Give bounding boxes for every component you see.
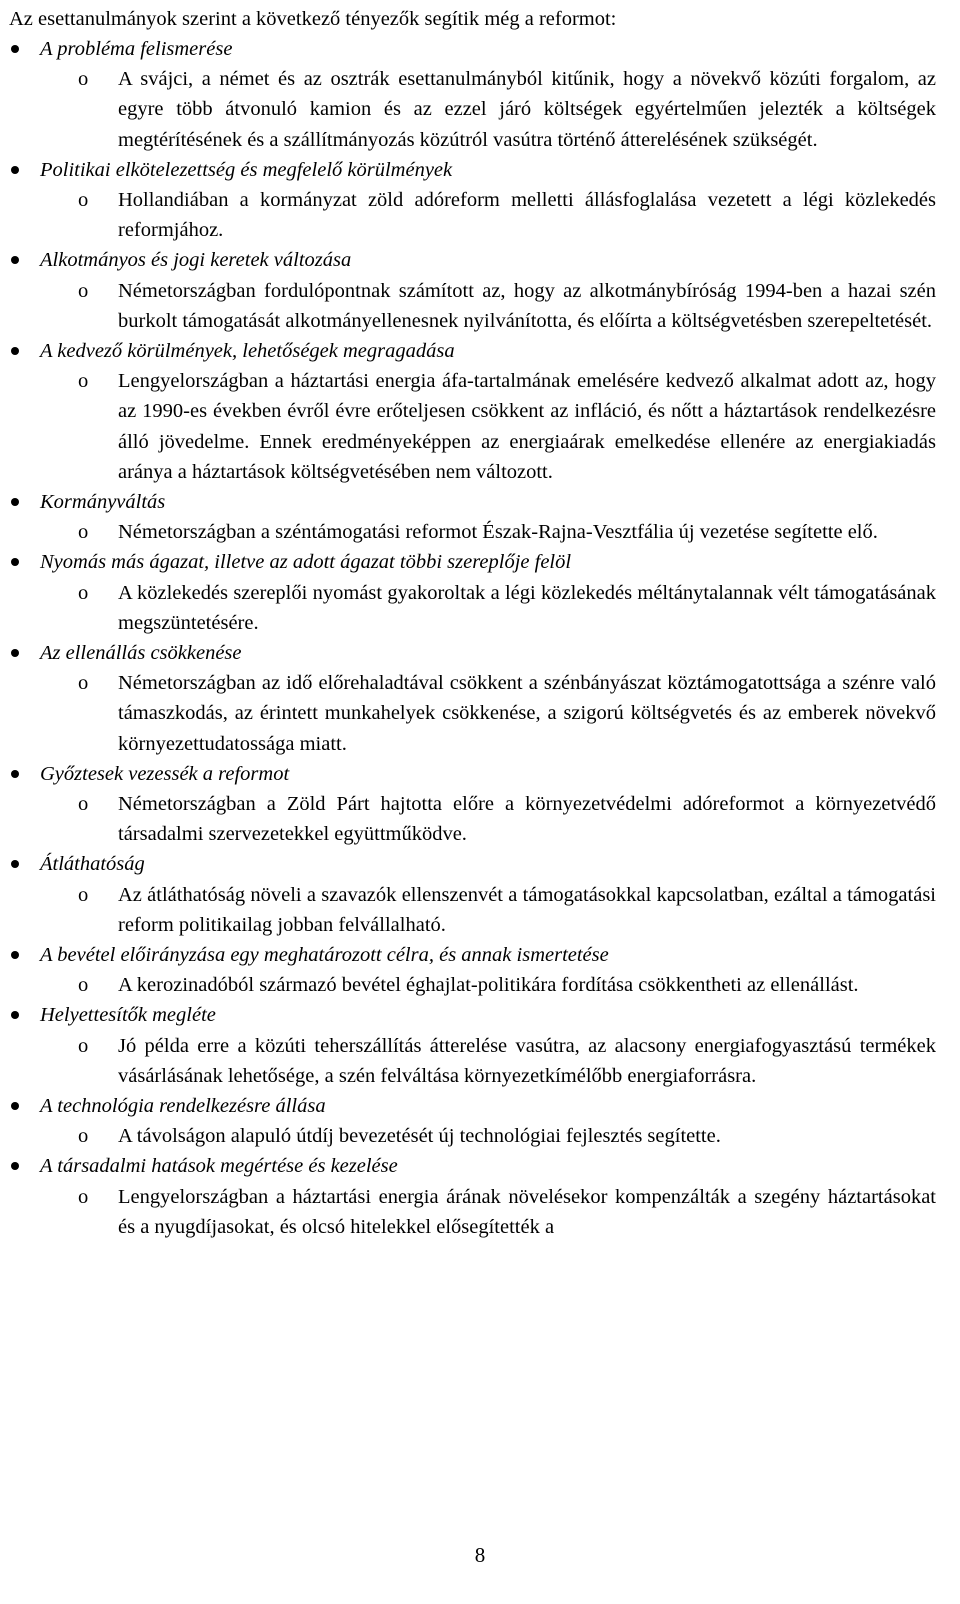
item-heading: A technológia rendelkezésre állása xyxy=(40,1094,326,1117)
sub-item xyxy=(0,1182,960,1242)
sub-item-text: Lengyelországban a háztartási energia árának növelésekor kompenzálták a szegény háztartásokat és a nyugdíjasokat, és olcsó hitelekkel elősegítették a xyxy=(118,1185,936,1238)
sub-item-text: A svájci, a német és az osztrák esettanulmányból kitűnik, hogy a növekvő közúti forgalom, az egyre több átvonuló kamion és az ezzel járó költségek egyértelműen jelezték a költségek megtérítésének és a szállítmányozás közútról vasútra történő átterelésének szükségét. xyxy=(118,68,936,151)
bullet-icon xyxy=(11,951,19,959)
sub-bullet-marker: o xyxy=(78,792,89,815)
sub-bullet-marker: o xyxy=(78,883,89,906)
sub-bullet-marker: o xyxy=(78,521,89,544)
list-item xyxy=(0,547,960,638)
item-heading: A probléma felismerése xyxy=(40,38,233,60)
sub-bullet-marker: o xyxy=(78,581,89,604)
list-item xyxy=(0,940,960,1000)
sub-item xyxy=(0,789,960,849)
bullet-icon xyxy=(11,45,19,53)
item-heading: Az ellenállás csökkenése xyxy=(40,641,242,664)
sub-item xyxy=(0,276,960,336)
bullet-icon xyxy=(11,770,19,778)
item-heading: A kedvező körülmények, lehetőségek megragadása xyxy=(40,339,455,362)
sub-item xyxy=(0,668,960,759)
intro-paragraph: Az esettanulmányok szerint a következő tényezők segítik még a reformot: xyxy=(9,8,617,30)
bullet-icon xyxy=(11,256,19,264)
bullet-icon xyxy=(11,498,19,506)
list-item xyxy=(0,1000,960,1091)
sub-item-text: A távolságon alapuló útdíj bevezetését új technológiai fejlesztés segítette. xyxy=(118,1125,721,1148)
bullet-icon xyxy=(11,166,19,174)
item-heading: A társadalmi hatások megértése és kezelése xyxy=(40,1155,398,1178)
item-heading: Politikai elkötelezettség és megfelelő körülmények xyxy=(40,158,453,181)
item-heading: Helyettesítők megléte xyxy=(40,1004,216,1027)
sub-item xyxy=(0,970,960,1000)
sub-item xyxy=(0,185,960,245)
list-item xyxy=(0,34,960,155)
sub-bullet-marker: o xyxy=(78,672,89,695)
sub-item-text: Lengyelországban a háztartási energia áfa-tartalmának emelésére kedvező alkalmat adott az, hogy az 1990-es években évről évre erőteljesen csökkent az infláció, és nőtt a háztartások rendelkezésre álló jövedelme. Ennek eredményeképpen az energiaárak emelkedése ellenére az energiakiadás aránya a háztartások költségvetésében nem változott. xyxy=(118,370,936,483)
item-heading: Győztesek vezessék a reformot xyxy=(40,762,290,785)
sub-item xyxy=(0,366,960,487)
sub-item-text: A közlekedés szereplői nyomást gyakoroltak a légi közlekedés méltánytalannak vélt támogatásának megszüntetésére. xyxy=(118,581,936,634)
item-heading: Alkotmányos és jogi keretek változása xyxy=(40,249,352,272)
bullet-icon xyxy=(11,1162,19,1170)
bullet-icon xyxy=(11,1102,19,1110)
bullet-icon xyxy=(11,860,19,868)
list-item xyxy=(0,1091,960,1151)
bullet-icon xyxy=(11,1011,19,1019)
sub-item xyxy=(0,880,960,940)
bullet-icon xyxy=(11,558,19,566)
item-heading: A bevétel előirányzása egy meghatározott célra, és annak ismertetése xyxy=(40,943,609,966)
sub-item-text: Hollandiában a kormányzat zöld adóreform melletti állásfoglalása vezetett a légi közlekedés reformjához. xyxy=(118,188,936,242)
list-item xyxy=(0,155,960,246)
list-item xyxy=(0,1151,960,1242)
sub-bullet-marker: o xyxy=(78,1034,89,1057)
list-item xyxy=(0,245,960,336)
list-item xyxy=(0,759,960,850)
sub-item-text: Jó példa erre a közúti teherszállítás átterelése vasútra, az alacsony energiafogyasztású termékek vásárlásának lehetősége, a szén felváltása környezetkímélőbb energiaforrásra. xyxy=(118,1034,936,1087)
sub-bullet-marker: o xyxy=(78,370,89,393)
sub-bullet-marker: o xyxy=(78,68,89,91)
sub-bullet-marker: o xyxy=(78,279,89,302)
item-heading: Kormányváltás xyxy=(40,490,166,513)
list-item xyxy=(0,849,960,940)
list-item xyxy=(0,336,960,487)
sub-item-text: Németországban fordulópontnak számított az, hogy az alkotmánybíróság 1994-ben a hazai szén burkolt támogatását alkotmányellenesnek nyilvánította, és előírta a költségvetésben szerepeltetését. xyxy=(118,279,936,332)
list-item xyxy=(0,638,960,759)
sub-bullet-marker: o xyxy=(78,1185,89,1208)
item-heading: Nyomás más ágazat, illetve az adott ágazat többi szereplője felöl xyxy=(40,551,572,574)
sub-item xyxy=(0,64,960,155)
sub-bullet-marker: o xyxy=(78,1125,89,1148)
sub-item-text: Németországban az idő előrehaladtával csökkent a szénbányászat köztámogatottsága a szénre való támaszkodás, az érintett munkahelyek csökkenése, a szigorú költségvetés és az emberek növekvő környezettudatossága miatt. xyxy=(118,672,936,755)
sub-item-text: Németországban a Zöld Párt hajtotta előre a környezetvédelmi adóreformot a környezetvédő társadalmi szervezetekkel együttműködve. xyxy=(118,792,936,846)
bullet-icon xyxy=(11,347,19,355)
bullet-icon xyxy=(11,649,19,657)
sub-item-text: Németországban a széntámogatási reformot Észak-Rajna-Vesztfália új vezetése segítette elő. xyxy=(118,521,878,544)
sub-item xyxy=(0,578,960,638)
sub-item-text: A kerozinadóból származó bevétel éghajlat-politikára fordítása csökkentheti az ellenállást. xyxy=(118,974,859,997)
page-number: 8 xyxy=(474,1543,486,1567)
sub-item xyxy=(0,1121,960,1151)
sub-bullet-marker: o xyxy=(78,188,89,211)
sub-item xyxy=(0,517,960,547)
factor-list xyxy=(0,34,960,1242)
list-item xyxy=(0,487,960,547)
sub-item-text: Az átláthatóság növeli a szavazók ellenszenvét a támogatásokkal kapcsolatban, ezáltal a támogatási reform politikailag jobban felvállalható. xyxy=(118,883,936,936)
sub-item xyxy=(0,1031,960,1091)
item-heading: Átláthatóság xyxy=(40,853,145,876)
sub-bullet-marker: o xyxy=(78,974,89,997)
